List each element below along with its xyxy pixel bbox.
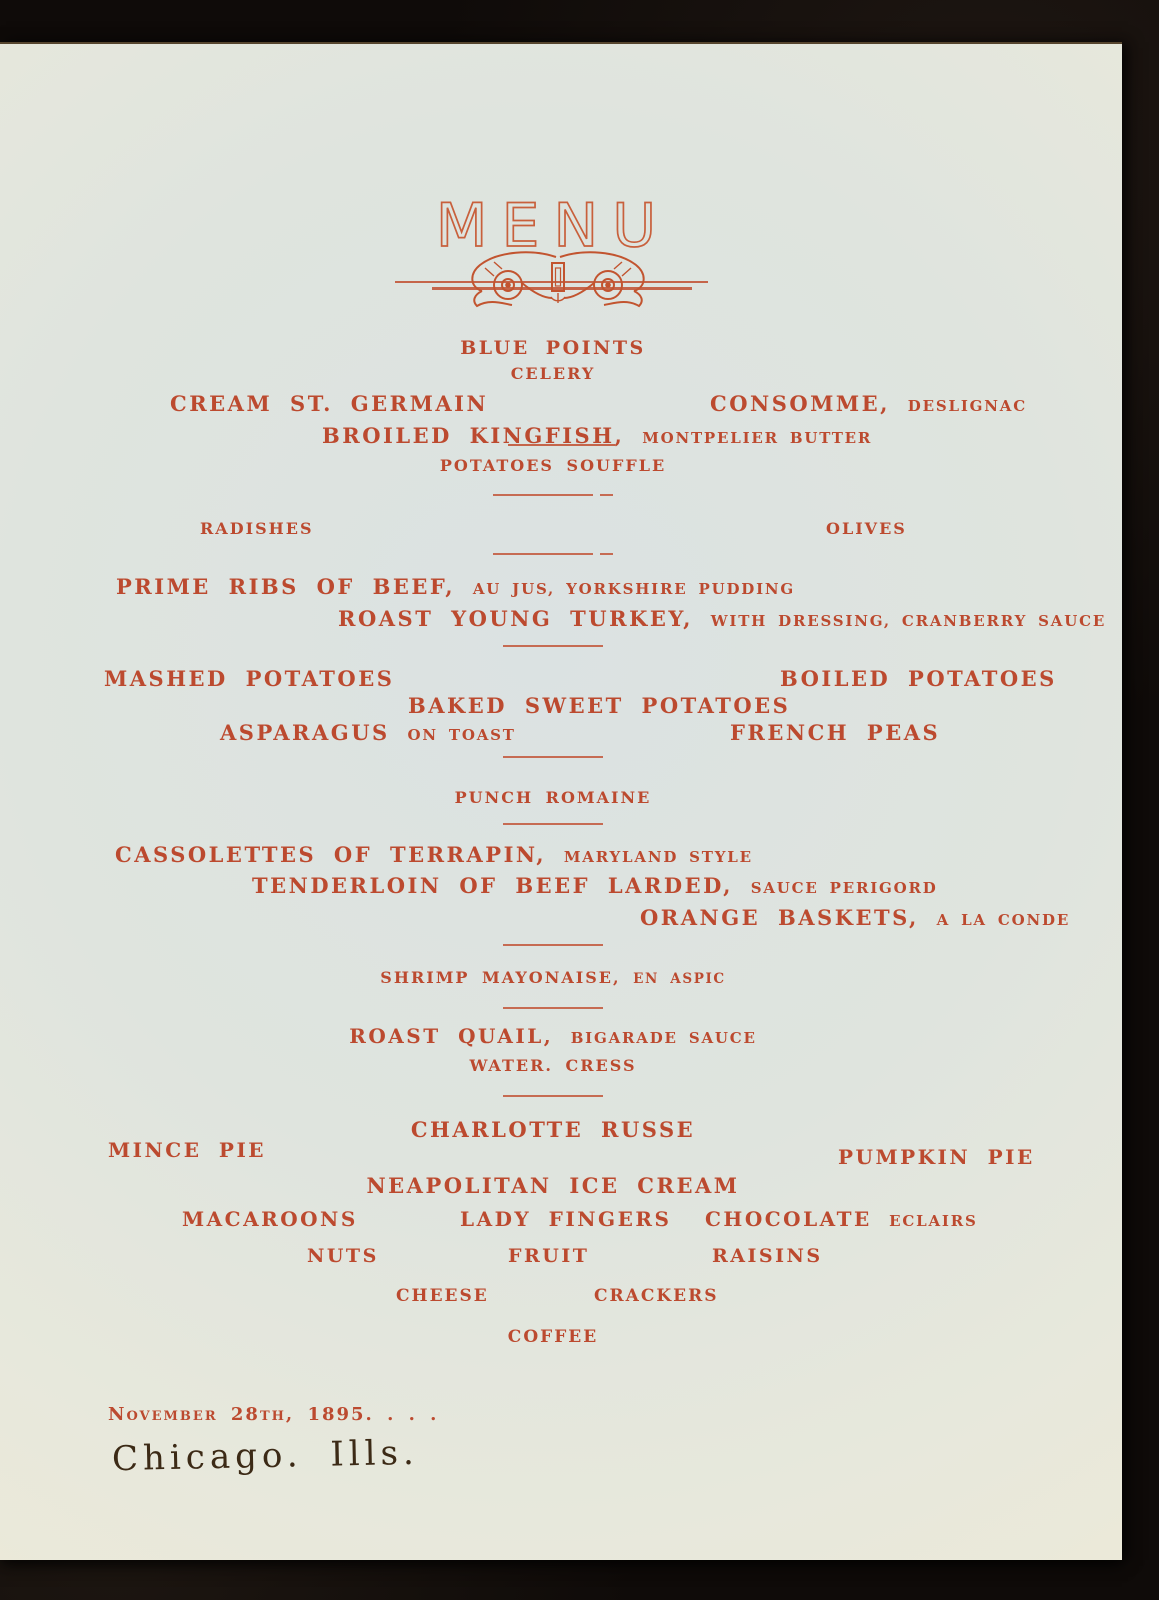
item-descriptor: MARYLAND STYLE xyxy=(563,848,753,866)
item-descriptor: AU JUS, YORKSHIRE PUDDING xyxy=(472,580,796,598)
menu-item-coffee xyxy=(8,1328,1098,1347)
item-label: BROILED KINGFISH, xyxy=(322,423,625,448)
menu-item-blue-points xyxy=(8,338,1098,359)
menu-item-mashed-potatoes xyxy=(104,667,394,690)
item-descriptor: ON TOAST xyxy=(407,726,516,744)
item-label: BOILED POTATOES xyxy=(780,666,1057,691)
menu-item-chocolate-eclairs xyxy=(705,1208,978,1230)
item-label: PUMPKIN PIE xyxy=(838,1145,1035,1169)
menu-title-text: MENU xyxy=(435,194,671,260)
item-label: ASPARAGUS xyxy=(220,720,390,745)
item-label: CREAM ST. GERMAIN xyxy=(170,391,489,416)
item-label: CELERY xyxy=(510,364,596,383)
item-label: LADY FINGERS xyxy=(460,1207,672,1231)
item-label: PRIME RIBS OF BEEF, xyxy=(116,574,456,599)
location-label: Chicago. Ills. xyxy=(111,1432,420,1480)
menu-item-consomme xyxy=(710,392,1027,415)
menu-item-prime-ribs xyxy=(116,575,795,598)
menu-item-cheese xyxy=(396,1287,489,1306)
course-divider xyxy=(8,1095,1098,1097)
menu-item-macaroons xyxy=(182,1208,358,1230)
item-descriptor: SAUCE PERIGORD xyxy=(750,879,938,897)
menu-item-celery xyxy=(8,365,1098,383)
course-divider xyxy=(8,553,1098,555)
menu-item-baked-sweet-potatoes xyxy=(408,694,790,717)
item-label: COFFEE xyxy=(507,1327,599,1347)
item-label: CRACKERS xyxy=(594,1286,719,1306)
menu-item-nuts xyxy=(307,1246,379,1267)
menu-item-potatoes-souffle xyxy=(8,457,1098,475)
item-label: WATER. CRESS xyxy=(469,1056,637,1075)
item-descriptor: A LA CONDE xyxy=(936,911,1071,929)
menu-item-crackers xyxy=(594,1287,719,1306)
item-label: FRUIT xyxy=(508,1245,590,1267)
item-label: RADISHES xyxy=(200,519,314,538)
item-label: CHARLOTTE RUSSE xyxy=(410,1117,696,1142)
menu-item-shrimp-mayonaise xyxy=(8,969,1098,987)
item-label: SHRIMP MAYONAISE, xyxy=(380,968,621,987)
course-divider xyxy=(8,944,1098,946)
menu-item-fruit xyxy=(508,1246,589,1267)
menu-item-neapolitan-ice-cream xyxy=(8,1174,1098,1197)
menu-item-raisins xyxy=(712,1246,823,1267)
menu-item-radishes xyxy=(200,520,314,538)
menu-item-french-peas xyxy=(730,721,940,744)
item-descriptor: WITH DRESSING, CRANBERRY SAUCE xyxy=(710,612,1107,630)
menu-item-mince-pie xyxy=(108,1139,266,1161)
menu-item-asparagus xyxy=(220,721,516,744)
item-label: BLUE POINTS xyxy=(460,337,646,359)
menu-item-cassolettes xyxy=(115,843,753,866)
item-label: ROAST QUAIL, xyxy=(349,1024,554,1048)
item-label: POTATOES SOUFFLE xyxy=(439,456,667,475)
date-label: November 28th, 1895. . . . xyxy=(108,1404,439,1425)
course-divider xyxy=(8,756,1098,758)
course-divider xyxy=(8,494,1098,496)
menu-item-pumpkin-pie xyxy=(838,1146,1035,1168)
item-label: PUNCH ROMAINE xyxy=(454,788,652,807)
handwritten-location xyxy=(112,1433,420,1479)
menu-item-broiled-kingfish xyxy=(322,424,872,447)
item-label: OLIVES xyxy=(826,519,907,538)
menu-item-olives xyxy=(826,520,907,538)
item-descriptor: EN ASPIC xyxy=(633,971,726,987)
menu-item-tenderloin xyxy=(252,874,938,897)
course-divider xyxy=(8,645,1098,647)
item-label: CASSOLETTES OF TERRAPIN, xyxy=(115,842,547,867)
menu-item-water-cress xyxy=(8,1057,1098,1075)
item-descriptor: ECLAIRS xyxy=(889,1212,978,1230)
menu-item-cream-st-germain xyxy=(170,392,488,415)
item-label: NUTS xyxy=(307,1245,379,1267)
menu-item-lady-fingers xyxy=(460,1208,671,1230)
item-label: MACAROONS xyxy=(182,1207,358,1231)
item-label: CHOCOLATE xyxy=(705,1207,872,1231)
course-divider xyxy=(8,1007,1098,1009)
item-label: RAISINS xyxy=(712,1245,823,1267)
item-descriptor: BIGARADE SAUCE xyxy=(570,1029,757,1047)
menu-item-punch-romaine xyxy=(8,789,1098,807)
item-label: FRENCH PEAS xyxy=(730,720,941,745)
item-label: ROAST YOUNG TURKEY, xyxy=(338,606,693,631)
item-label: NEAPOLITAN ICE CREAM xyxy=(366,1173,740,1198)
item-descriptor: MONTPELIER BUTTER xyxy=(642,429,873,447)
menu-item-roast-quail xyxy=(8,1025,1098,1047)
course-divider xyxy=(8,823,1098,825)
menu-item-boiled-potatoes xyxy=(780,667,1057,690)
item-label: TENDERLOIN OF BEEF LARDED, xyxy=(252,873,733,898)
item-label: MASHED POTATOES xyxy=(104,666,395,691)
menu-item-roast-turkey xyxy=(338,607,1106,630)
menu-date xyxy=(108,1404,438,1425)
menu-card xyxy=(0,42,1122,1560)
item-descriptor: DESLIGNAC xyxy=(907,397,1027,415)
item-label: ORANGE BASKETS, xyxy=(640,905,919,930)
menu-item-orange-baskets xyxy=(640,906,1070,929)
item-label: BAKED SWEET POTATOES xyxy=(408,693,791,718)
flourish-ornament-icon xyxy=(448,249,668,311)
item-label: CHEESE xyxy=(396,1286,489,1306)
item-label: CONSOMME, xyxy=(710,391,890,416)
item-label: MINCE PIE xyxy=(108,1138,267,1162)
